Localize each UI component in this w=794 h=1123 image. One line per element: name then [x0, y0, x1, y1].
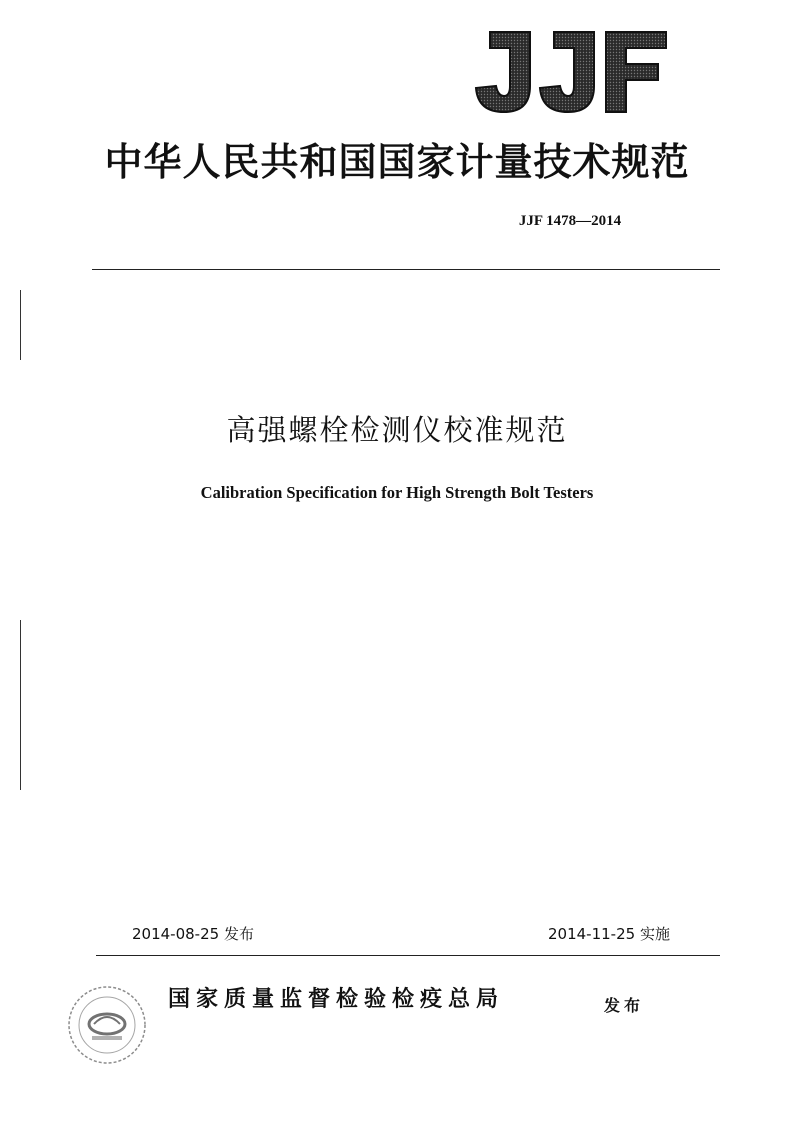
publish-label: 发布	[604, 996, 645, 1015]
implementation-date: 2014-11-25 实施	[548, 925, 670, 943]
top-divider	[92, 269, 720, 270]
national-title: 中华人民共和国国家计量技术规范	[104, 140, 690, 184]
scan-edge-mark	[20, 620, 21, 790]
issue-date: 2014-08-25 发布	[132, 925, 254, 943]
standard-number: JJF 1478—2014	[518, 213, 622, 229]
bottom-divider	[96, 955, 720, 956]
scan-edge-mark	[20, 290, 21, 360]
stamp-seal	[62, 980, 152, 1070]
publisher-name: 国家质量监督检验检疫总局	[168, 987, 505, 1012]
document-title-english: Calibration Specification for High Strength Bolt Testers	[200, 483, 594, 502]
document-title-chinese: 高强螺栓检测仪校准规范	[226, 413, 568, 447]
jjf-logo	[468, 30, 668, 116]
